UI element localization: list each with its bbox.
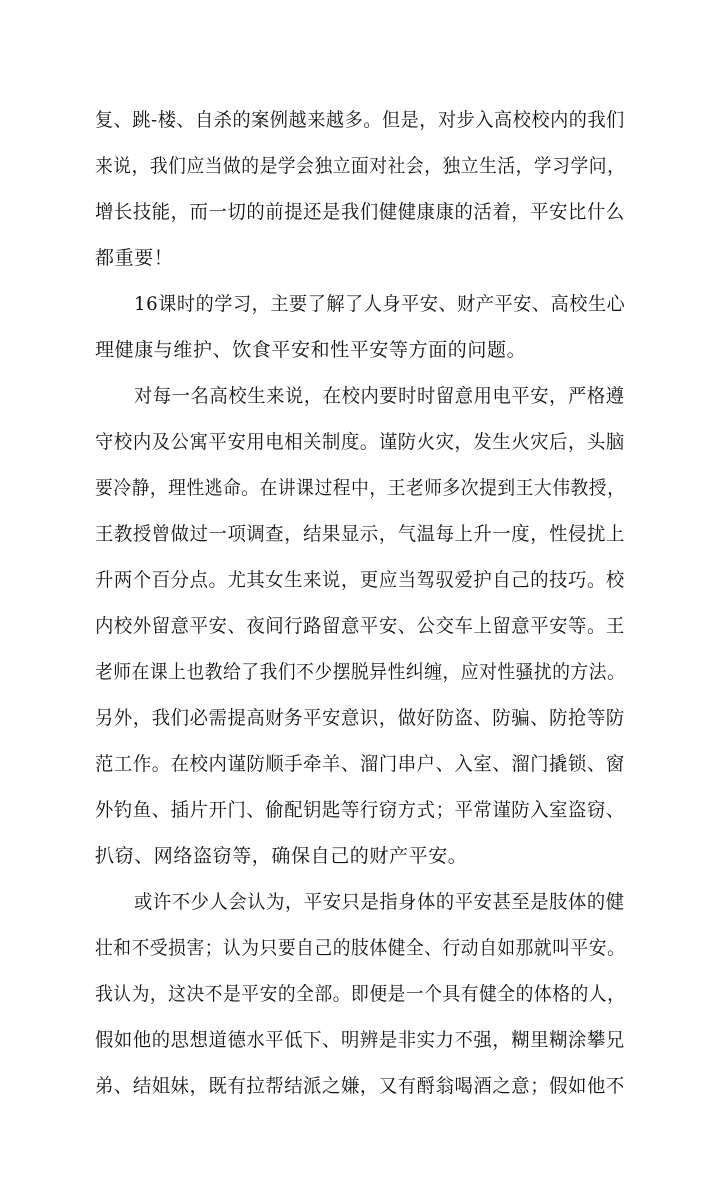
- text-line: 内校外留意平安、夜间行路留意平安、公交车上留意平安等。王: [95, 615, 625, 637]
- text-line: 我认为，这决不是平安的全部。即便是一个具有健全的体格的人，: [95, 983, 626, 1005]
- text-line: 王教授曾做过一项调查，结果显示，气温每上升一度，性侵扰上: [95, 523, 625, 545]
- text-line: 弟、结姐妹，既有拉帮结派之嫌，又有酹翁喝酒之意；假如他不: [95, 1075, 625, 1097]
- text-line: 都重要！: [95, 247, 174, 269]
- text-line: 16课时的学习，主要了解了人身平安、财产平安、高校生心: [134, 293, 626, 315]
- text-line: 壮和不受损害；认为只要自己的肢体健全、行动自如那就叫平安。: [95, 937, 626, 959]
- text-line: 复、跳-楼、自杀的案例越来越多。但是，对步入高校校内的我们: [95, 109, 625, 131]
- text-line: 扒窃、网络盗窃等，确保自己的财产平安。: [95, 845, 468, 867]
- text-line: 要冷静，理性逃命。在讲课过程中，王老师多次提到王大伟教授，: [95, 477, 626, 499]
- text-line: 假如他的思想道德水平低下、明辨是非实力不强，糊里糊涂攀兄: [95, 1029, 625, 1051]
- text-line: 外钓鱼、插片开门、偷配钥匙等行窃方式；平常谨防入室盗窃、: [95, 799, 625, 821]
- text-line: 对每一名高校生来说，在校内要时时留意用电平安，严格遵: [134, 385, 625, 407]
- text-line: 增长技能，而一切的前提还是我们健健康康的活着，平安比什么: [95, 201, 625, 223]
- text-line: 升两个百分点。尤其女生来说，更应当驾驭爱护自己的技巧。校: [95, 569, 625, 591]
- text-line: 范工作。在校内谨防顺手牵羊、溜门串户、入室、溜门撬锁、窗: [95, 753, 625, 775]
- text-line: 另外，我们必需提高财务平安意识，做好防盗、防骗、防抢等防: [95, 707, 625, 729]
- text-line: 老师在课上也教给了我们不少摆脱异性纠缠，应对性骚扰的方法。: [95, 661, 626, 683]
- text-line: 或许不少人会认为，平安只是指身体的平安甚至是肢体的健: [134, 891, 625, 913]
- text-line: 来说，我们应当做的是学会独立面对社会，独立生活，学习学问，: [95, 155, 626, 177]
- text-line: 守校内及公寓平安用电相关制度。谨防火灾，发生火灾后，头脑: [95, 431, 625, 453]
- text-line: 理健康与维护、饮食平安和性平安等方面的问题。: [95, 339, 527, 361]
